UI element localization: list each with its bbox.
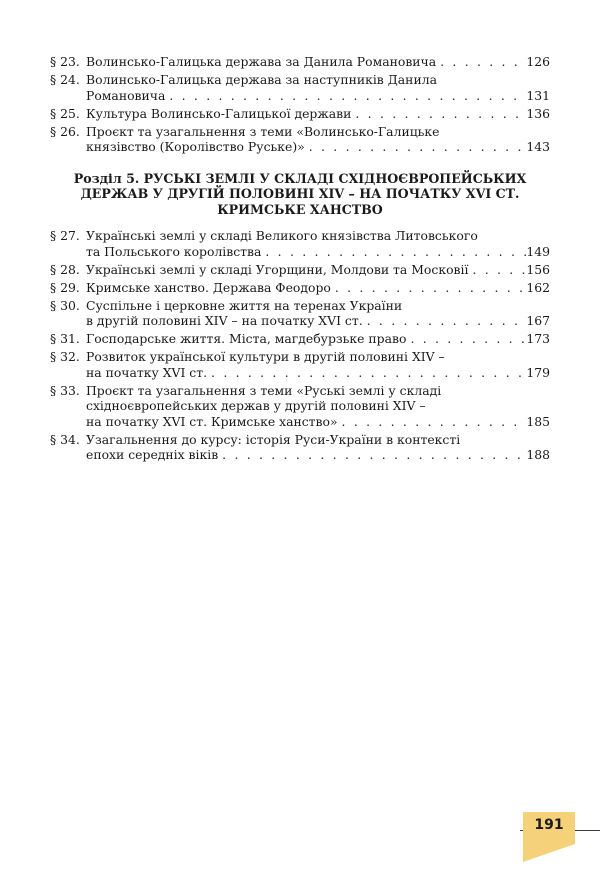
toc-entry-title-text: Романовича xyxy=(86,87,166,103)
toc-entry-number: § 28. xyxy=(50,261,80,277)
toc-entry-page: 131 xyxy=(526,87,550,103)
toc-entry-page: 185 xyxy=(526,413,550,429)
toc-entry-title-text: Волинсько-Галицька держава за наступників Данила xyxy=(86,72,437,87)
toc-entry-page: 126 xyxy=(526,54,550,69)
toc-entry-title-text: східноєвропейських держав у другій половині XIV – xyxy=(86,398,426,413)
toc-entry-number: § 29. xyxy=(50,279,80,295)
toc-group-2 xyxy=(50,228,550,463)
dot-leader xyxy=(436,54,526,70)
toc-entry-last-line xyxy=(50,331,550,347)
dot-leader xyxy=(363,313,527,329)
toc-entry-title-text: Українські землі у складі Угорщини, Молдови та Московії xyxy=(86,261,469,277)
dot-leader xyxy=(406,331,526,347)
toc-entry-number: § 24. xyxy=(50,72,80,87)
dot-leader xyxy=(207,365,526,381)
section-heading-line-1: Розділ 5. РУСЬКІ ЗЕМЛІ У СКЛАДІ СХІДНОЄВРОПЕЙСЬКИХ xyxy=(73,170,527,186)
toc-entry-page: 179 xyxy=(526,364,550,380)
dot-leader xyxy=(331,280,527,296)
toc-entry-number: § 31. xyxy=(50,331,80,346)
toc-entry xyxy=(50,383,550,430)
toc-entry-page: 188 xyxy=(526,447,550,462)
toc-entry-number: § 32. xyxy=(50,349,80,364)
toc-entry-page: 149 xyxy=(526,243,550,259)
dot-leader xyxy=(338,414,527,430)
toc-entry-title-text: Розвиток української культури в другій половині XIV – xyxy=(86,349,445,364)
toc-entry-number: § 33. xyxy=(50,382,80,398)
toc-entry xyxy=(50,54,550,70)
toc-entry-number: § 27. xyxy=(50,228,80,243)
toc-entry xyxy=(50,228,550,259)
toc-entry-last-line xyxy=(50,88,550,104)
toc-entry-last-line xyxy=(50,313,550,329)
toc-entry-title-text: в другій половині XIV – на початку XVI ст. xyxy=(86,313,363,328)
toc-entry-title-line xyxy=(50,228,550,244)
toc-entry-last-line xyxy=(50,447,550,463)
toc-entry-title-text: Проєкт та узагальнення з теми «Волинсько-Галицьке xyxy=(86,123,440,139)
toc-entry-title-line xyxy=(50,349,550,365)
section-heading-line-2: ДЕРЖАВ У ДРУГІЙ ПОЛОВИНІ XIV – НА ПОЧАТКУ XVI СТ. xyxy=(80,186,520,201)
toc-group-1 xyxy=(50,54,550,155)
dot-leader xyxy=(165,88,526,104)
toc-entry-title-line xyxy=(50,432,550,448)
toc-entry-last-line xyxy=(50,414,550,430)
toc-entry-title-text: на початку XVI ст. xyxy=(86,364,208,380)
toc-entry-title-text: Суспільне і церковне життя на теренах України xyxy=(86,297,403,313)
toc-entry-page: 162 xyxy=(526,279,550,295)
toc-entry xyxy=(50,262,550,278)
toc-entry-page: 167 xyxy=(526,313,550,328)
toc-entry-title-line xyxy=(50,72,550,88)
toc-entry-title-text: Проєкт та узагальнення з теми «Руські землі у складі xyxy=(86,382,442,398)
toc-entry-last-line xyxy=(50,139,550,155)
toc-entry-number: § 25. xyxy=(50,105,80,121)
toc-entry-last-line xyxy=(50,365,550,381)
toc-entry-title-line xyxy=(50,298,550,314)
table-of-contents xyxy=(50,54,550,463)
dot-leader xyxy=(468,262,526,278)
toc-entry-title-text: Узагальнення до курсу: історія Руси-України в контексті xyxy=(86,431,461,447)
toc-entry-title-text: Культура Волинсько-Галицької держави xyxy=(86,105,352,121)
dot-leader xyxy=(218,447,526,463)
toc-entry xyxy=(50,106,550,122)
toc-entry-number: § 34. xyxy=(50,431,80,447)
toc-entry-last-line xyxy=(50,262,550,278)
toc-entry-page: 143 xyxy=(526,139,550,154)
toc-entry-last-line xyxy=(50,106,550,122)
toc-entry-page: 156 xyxy=(526,261,550,277)
dot-leader xyxy=(351,106,526,122)
dot-leader xyxy=(261,244,526,260)
toc-entry-title-text: Господарське життя. Міста, магдебурзьке право xyxy=(86,331,407,346)
toc-entry-page: 136 xyxy=(526,105,550,121)
toc-entry-number: § 30. xyxy=(50,297,80,313)
toc-entry-number: § 26. xyxy=(50,123,80,139)
toc-entry xyxy=(50,298,550,329)
toc-entry xyxy=(50,124,550,155)
toc-entry-title-line xyxy=(50,398,550,414)
toc-entry-last-line xyxy=(50,280,550,296)
toc-entry xyxy=(50,349,550,380)
toc-entry-number: § 23. xyxy=(50,54,80,69)
section-heading-line-3: КРИМСЬКЕ ХАНСТВО xyxy=(217,201,383,217)
toc-entry-last-line xyxy=(50,54,550,70)
toc-entry-title-text: та Польського королівства xyxy=(86,243,262,259)
toc-entry-title-text: Кримське ханство. Держава Феодоро xyxy=(86,279,331,295)
toc-entry-title-line xyxy=(50,383,550,399)
section-heading xyxy=(50,171,550,218)
toc-entry xyxy=(50,432,550,463)
toc-entry-title-line xyxy=(50,124,550,140)
toc-entry-title-text: епохи середніх віків xyxy=(86,447,219,462)
toc-entry-page: 173 xyxy=(526,331,550,346)
toc-entry-last-line xyxy=(50,244,550,260)
toc-entry xyxy=(50,331,550,347)
toc-entry xyxy=(50,280,550,296)
toc-entry-title-text: князівство (Королівство Руське)» xyxy=(86,139,305,154)
dot-leader xyxy=(305,139,527,155)
page-number: 191 xyxy=(534,817,564,833)
toc-entry-title-text: Волинсько-Галицька держава за Данила Романовича xyxy=(86,54,437,69)
toc-entry-title-text: на початку XVI ст. Кримське ханство» xyxy=(86,413,338,429)
toc-entry-title-text: Українські землі у складі Великого князівства Литовського xyxy=(86,228,478,243)
toc-entry xyxy=(50,72,550,103)
